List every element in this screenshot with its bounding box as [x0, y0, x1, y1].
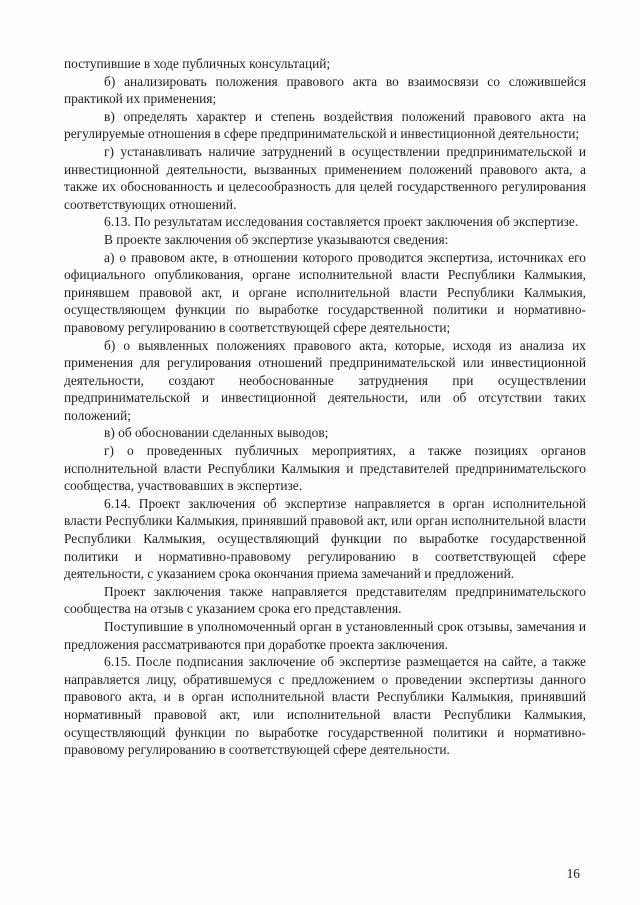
paragraph-item-b: б) анализировать положения правового акта во взаимосвязи со сложившейся практикой их применения; — [64, 73, 586, 107]
paragraph-6-13: 6.13. По результатам исследования составляется проект заключения об экспертизе. — [104, 214, 579, 230]
paragraph-6-15: 6.15. После подписания заключение об экспертизе размещается на сайте, а также направляется лицу, обратившемуся с предложением о проведении экспертизы данного правового акта, и в орган исполнительной власти Республики Калмыкия, принявший нормативный правовой акт, или исполнительной власти Республики Калмыкия, осуществляющий функции по выработке государственной политики и нормативно-правовому регулированию в соответствующей сфере деятельности. — [64, 654, 586, 758]
page-number: 16 — [566, 866, 580, 881]
paragraph-continuation: поступившие в ходе публичных консультаций; — [64, 56, 331, 71]
paragraph-feedback: Поступившие в уполномоченный орган в установленный срок отзывы, замечания и предложения рассматриваются при доработке проекта заключения. — [64, 619, 586, 652]
paragraph-draft-sent: Проект заключения также направляется представителям предпринимательского сообщества на отзыв с указанием срока его представления. — [64, 583, 586, 617]
paragraph-draft-item-g: г) о проведенных публичных мероприятиях, а также позициях органов исполнительной власти Республики Калмыкия и представителей предпринимательского сообщества, участвовавших в экспертизе. — [64, 443, 586, 494]
paragraph-item-v: в) определять характер и степень воздействия положений правового акта на регулируемые отношения в сфере предпринимательской и инвестиционной деятельности; — [64, 108, 586, 142]
paragraph-item-g: г) устанавливать наличие затруднений в осуществлении предпринимательской и инвестиционной деятельности, вызванных применением положений правового акта, а также их обоснованность и целесообразность для целей государственного регулирования соответствующих отношений. — [64, 143, 586, 212]
paragraph-draft-item-v: в) об обосновании сделанных выводов; — [104, 425, 329, 441]
paragraph-draft-item-a: а) о правовом акте, в отношении которого проводится экспертиза, источниках его официального опубликования, органе исполнительной власти Республики Калмыкия, принявшем правовой акт, и органе исполнительной власти Республики Калмыкия, осуществляющем функции по выработке государственной политики и нормативно-правовому регулированию в соответствующей сфере деятельности; — [64, 249, 586, 335]
paragraph-draft-item-b: б) о выявленных положениях правового акта, которые, исходя из анализа их применения для регулирования отношений предпринимательской или инвестиционной деятельности, создают необоснованные затруднения при осуществлении предпринимательской и инвестиционной деятельности, или об отсутствии таких положений; — [64, 337, 586, 423]
document-body — [64, 55, 586, 759]
paragraph-6-14: 6.14. Проект заключения об экспертизе направляется в орган исполнительной власти Республики Калмыкия, принявший правовой акт, или орган исполнительной власти Республики Калмыкия, осуществляющий функции по выработке государственной политики и нормативно-правовому регулированию в соответствующей сфере деятельности, с указанием срока окончания приема замечаний и предложений. — [64, 495, 586, 582]
paragraph-draft-info: В проекте заключения об экспертизе указываются сведения: — [104, 231, 449, 247]
